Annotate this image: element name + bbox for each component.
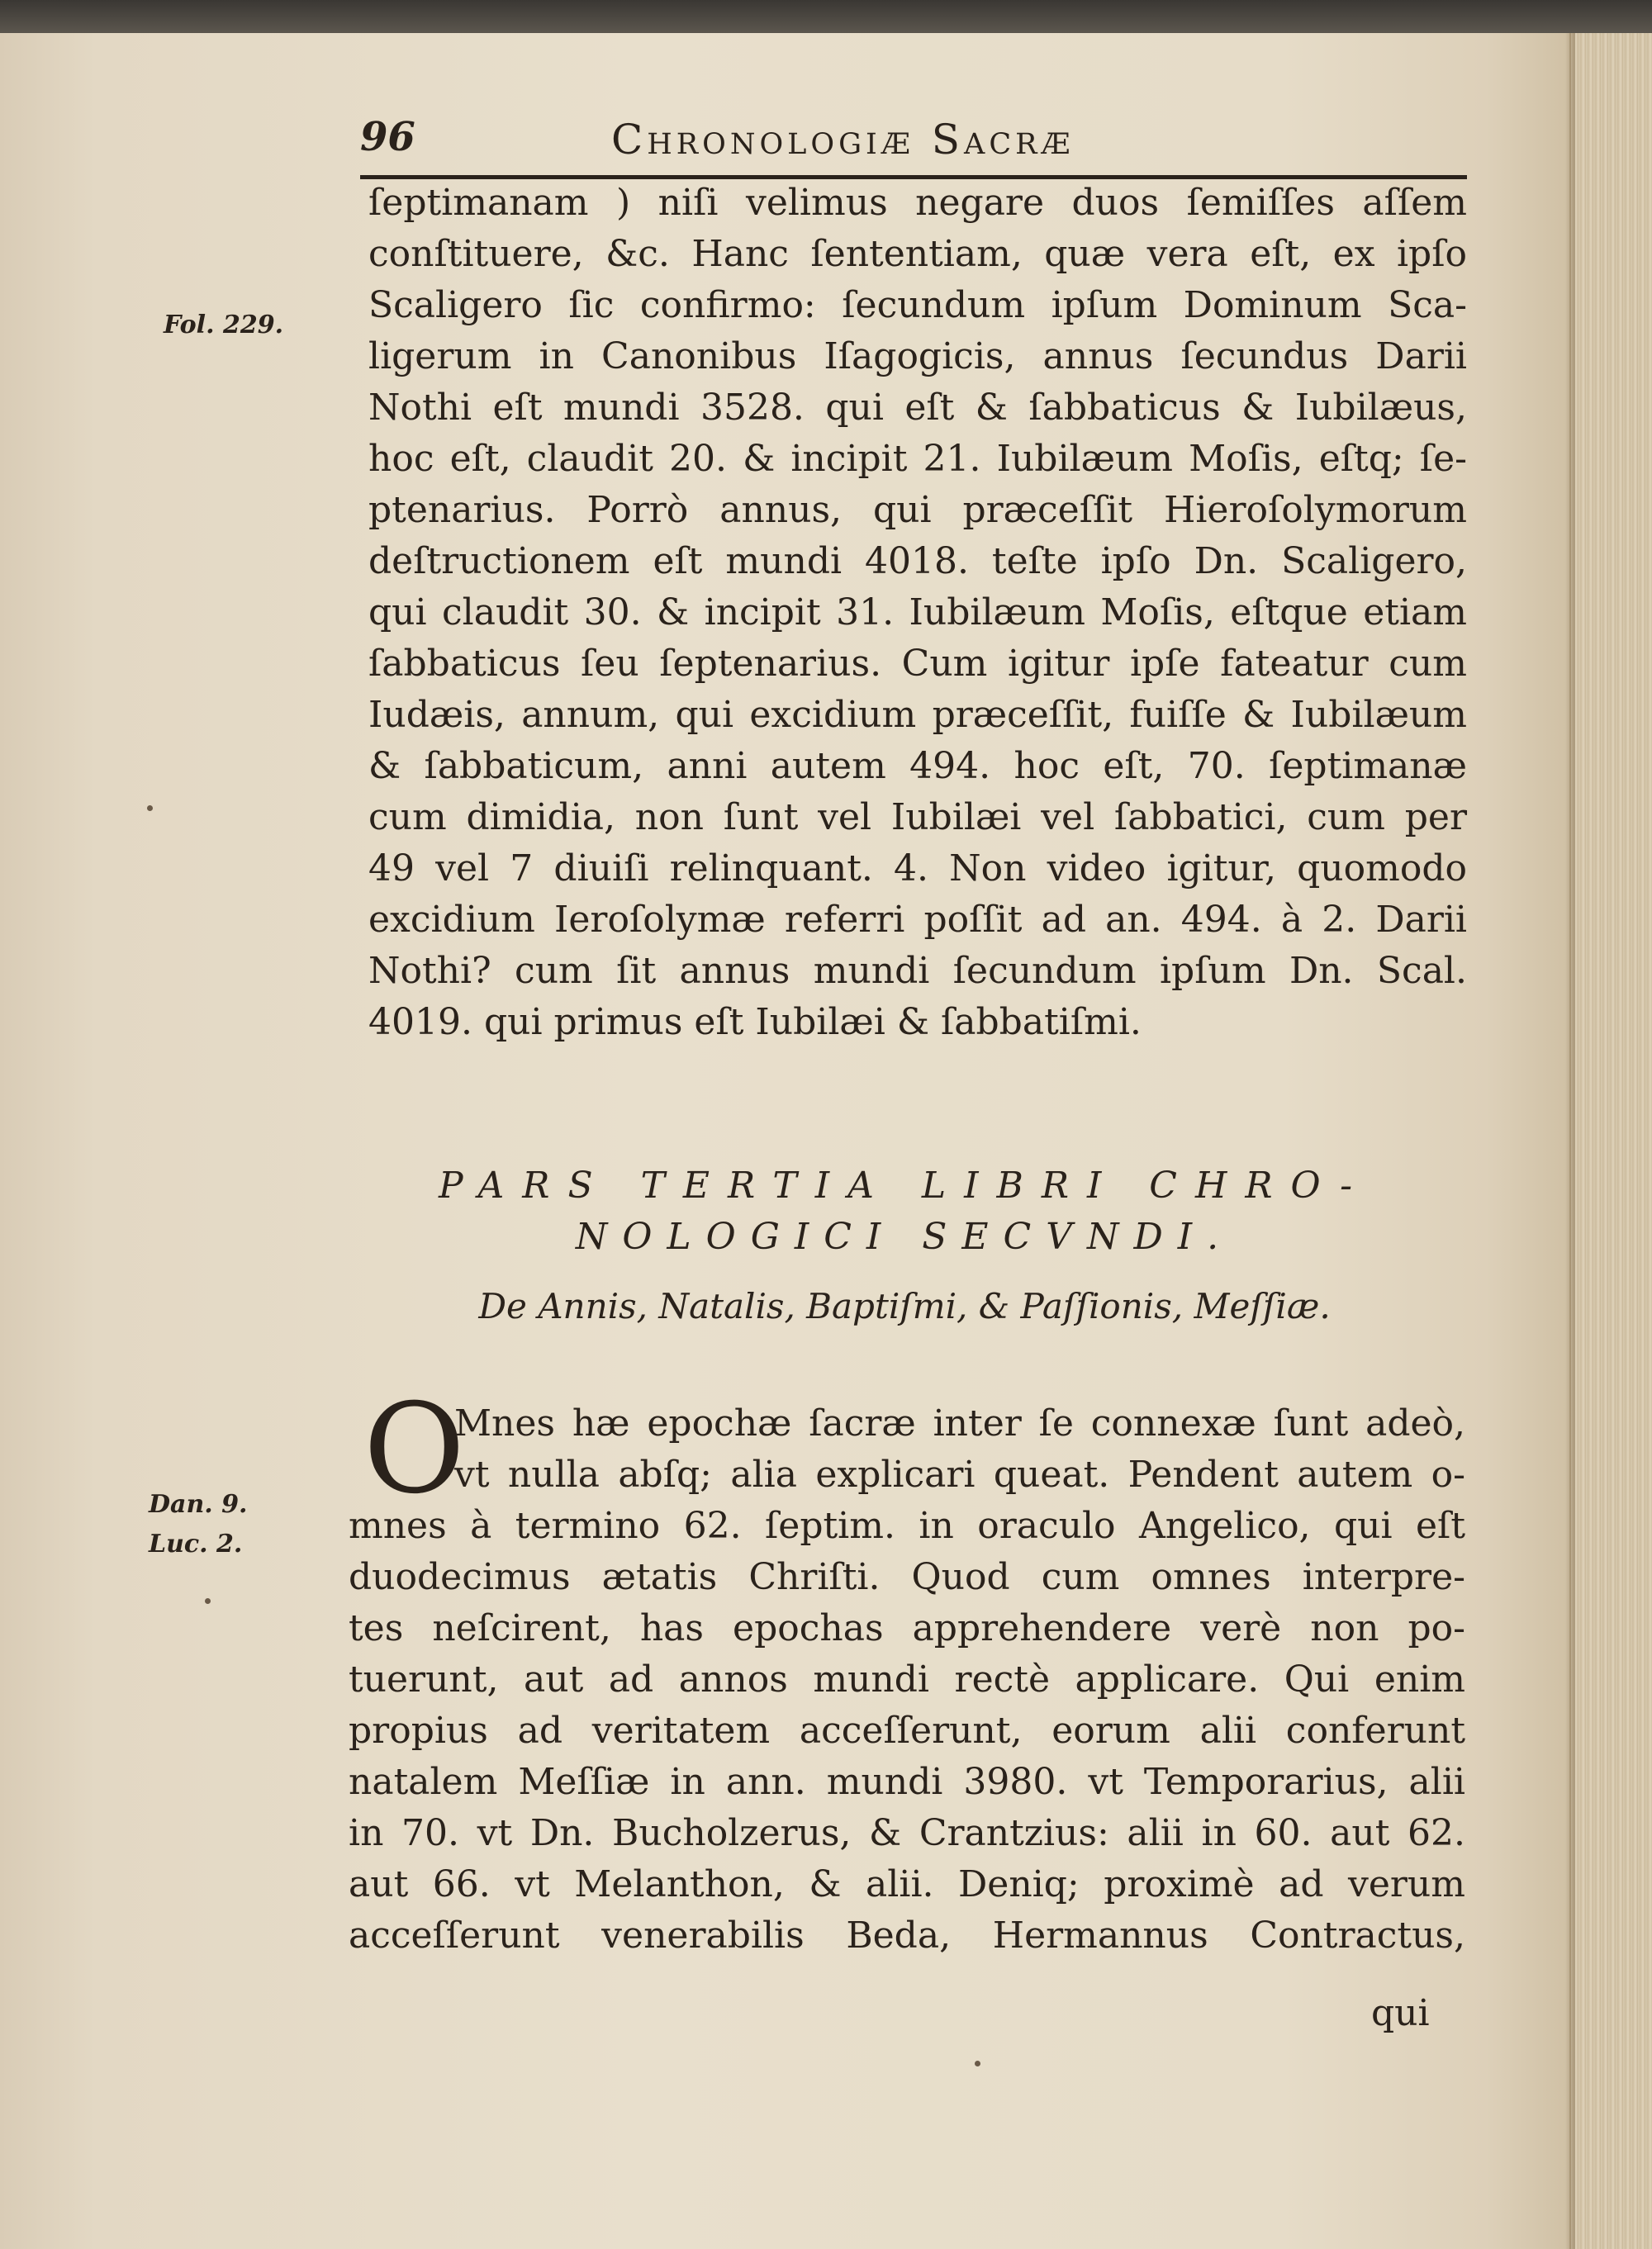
text-line: Scaligero ſic confirmo: ſecundum ipſum Dominum Sca- bbox=[368, 284, 1467, 326]
drop-cap: O bbox=[363, 1378, 465, 1521]
section-subtitle: De Annis, Natalis, Baptiſmi, & Paſſionis, Meſſiæ. bbox=[478, 1286, 1331, 1326]
text-line: hoc eſt, claudit 20. & incipit 21. Iubilæum Moſis, eſtq; ſe- bbox=[368, 438, 1467, 480]
text-line: Mnes hæ epochæ ſacræ inter ſe connexæ ſunt adeò, bbox=[454, 1402, 1465, 1445]
text-line: excidium Ieroſolymæ referri poſſit ad an. 494. à 2. Darii bbox=[368, 899, 1467, 941]
text-line: ſeptimanam ) niſi velimus negare duos ſemiſſes aſſem bbox=[368, 182, 1467, 224]
paper-speck bbox=[147, 805, 153, 811]
text-line: 49 vel 7 diuiſi relinquant. 4. Non video igitur, quomodo bbox=[368, 847, 1467, 890]
page-number: 96 bbox=[360, 114, 415, 160]
paper-speck bbox=[205, 1598, 211, 1604]
text-line: Nothi? cum ſit annus mundi ſecundum ipſum Dn. Scal. bbox=[368, 950, 1467, 992]
paper-speck bbox=[975, 2061, 980, 2066]
text-line: qui claudit 30. & incipit 31. Iubilæum Moſis, eſtque etiam bbox=[368, 591, 1467, 633]
text-line: propius ad veritatem acceſſerunt, eorum alii conferunt bbox=[349, 1710, 1465, 1752]
section-title-line-2: NOLOGICI SECVNDI. bbox=[575, 1216, 1234, 1258]
text-line: conſtituere, &c. Hanc ſententiam, quæ vera eſt, ex ipſo bbox=[368, 233, 1467, 275]
text-line: ſabbaticus ſeu ſeptenarius. Cum igitur ipſe fateatur cum bbox=[368, 643, 1467, 685]
text-line: ligerum in Canonibus Iſagogicis, annus ſecundus Darii bbox=[368, 335, 1467, 377]
text-line: ptenarius. Porrò annus, qui præceſſit Hieroſolymorum bbox=[368, 489, 1467, 531]
paragraph-1 bbox=[368, 178, 1467, 1048]
text-line: acceſſerunt venerabilis Beda, Hermannus Contractus, bbox=[349, 1914, 1465, 1957]
text-line: natalem Meſſiæ in ann. mundi 3980. vt Temporarius, alii bbox=[349, 1761, 1465, 1803]
text-line: tuerunt, aut ad annos mundi rectè applicare. Qui enim bbox=[349, 1658, 1465, 1701]
margin-note-luc: Luc. 2. bbox=[149, 1530, 243, 1559]
section-heading bbox=[347, 1160, 1462, 1332]
page-edges bbox=[1569, 33, 1652, 2249]
page-header bbox=[360, 114, 1467, 172]
text-line: cum dimidia, non ſunt vel Iubilæi vel ſabbatici, cum per bbox=[368, 796, 1467, 838]
text-line: Iudæis, annum, qui excidium præceſſit, fuiſſe & Iubilæum bbox=[368, 694, 1467, 736]
text-line: vt nulla abſq; alia explicari queat. Pendent autem o- bbox=[454, 1454, 1465, 1496]
text-line: mnes à termino 62. ſeptim. in oraculo Angelico, qui eſt bbox=[349, 1505, 1465, 1547]
text-line: aut 66. vt Melanthon, & alii. Deniq; proximè ad verum bbox=[349, 1863, 1465, 1905]
paragraph-2 bbox=[349, 1398, 1465, 1962]
text-line: 4019. qui primus eſt Iubilæi & ſabbatiſmi. bbox=[368, 1001, 1142, 1043]
text-line: deſtructionem eſt mundi 4018. teſte ipſo Dn. Scaligero, bbox=[368, 540, 1467, 582]
section-title-line-1: PARS TERTIA LIBRI CHRO- bbox=[438, 1165, 1371, 1207]
text-line: duodecimus ætatis Chriſti. Quod cum omnes interpre- bbox=[349, 1556, 1465, 1598]
text-line: tes neſcirent, has epochas apprehendere verè non po- bbox=[349, 1607, 1465, 1649]
text-line: in 70. vt Dn. Bucholzerus, & Crantzius: alii in 60. aut 62. bbox=[349, 1812, 1465, 1854]
margin-note-fol: Fol. 229. bbox=[164, 311, 284, 339]
margin-note-dan: Dan. 9. bbox=[149, 1490, 248, 1519]
text-line: & ſabbaticum, anni autem 494. hoc eſt, 70. ſeptimanæ bbox=[368, 745, 1467, 787]
catchword: qui bbox=[1371, 1992, 1430, 2034]
text-line: Nothi eſt mundi 3528. qui eſt & ſabbaticus & Iubilæus, bbox=[368, 387, 1467, 429]
page-gutter-shadow bbox=[1565, 33, 1575, 2249]
running-title: Chronologiæ Sacræ bbox=[611, 116, 1075, 164]
